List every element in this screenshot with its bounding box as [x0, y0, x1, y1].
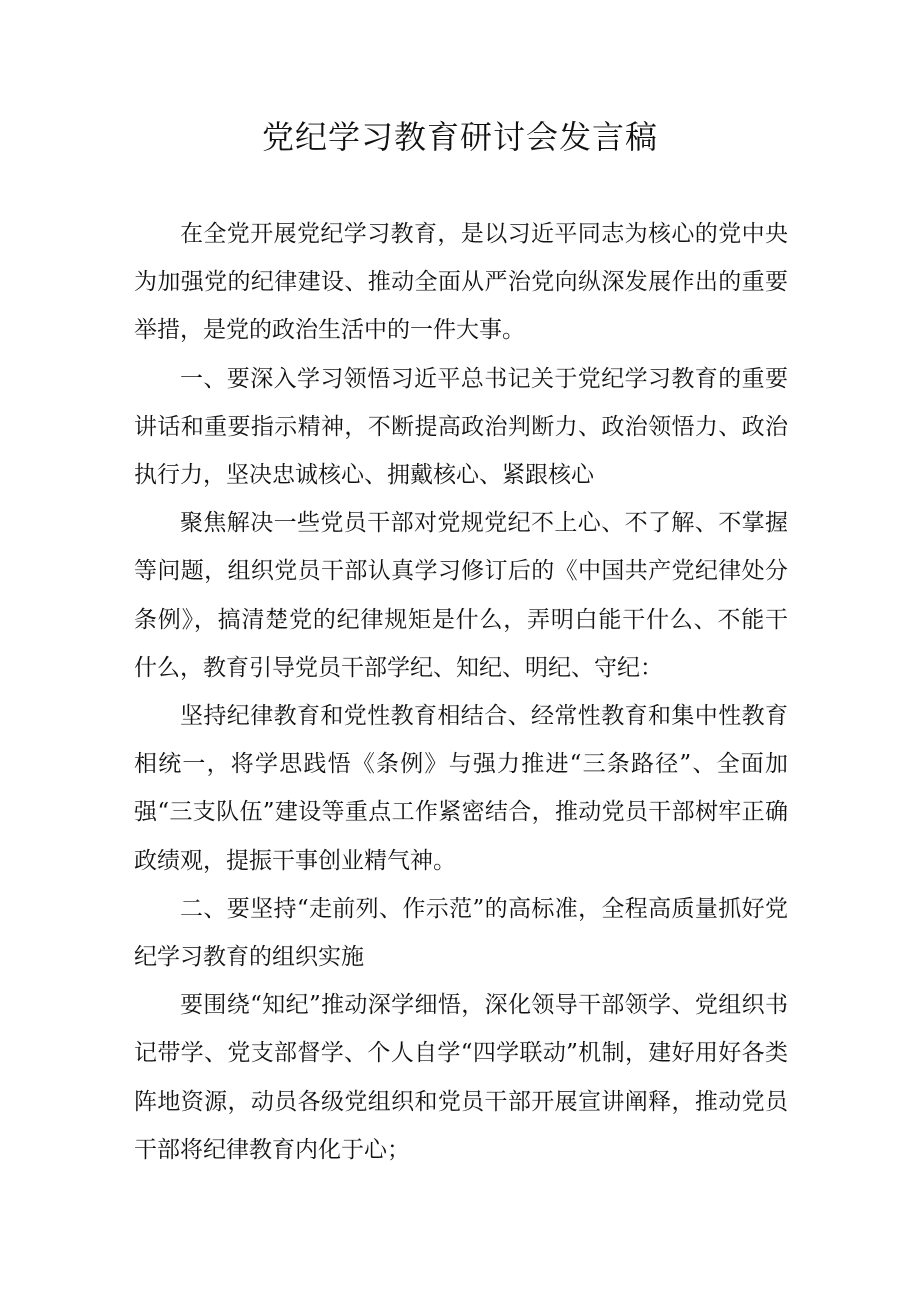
- paragraph-know-discipline: 要围绕“知纪”推动深学细悟，深化领导干部领学、党组织书记带学、党支部督学、个人自学“四学联动”机制，建好用好各类阵地资源，动员各级党组织和党员干部开展宣讲阐释，推动党员干部将纪律教育内化于心；: [134, 992, 788, 1163]
- paragraph-section-two-heading: 二、要坚持“走前列、作示范”的高标准，全程高质量抓好党纪学习教育的组织实施: [134, 895, 788, 971]
- paragraph-combine-education: 坚持纪律教育和党性教育相结合、经常性教育和集中性教育相统一，将学思践悟《条例》与强力推进“三条路径”、全面加强“三支队伍”建设等重点工作紧密结合，推动党员干部树牢正确政绩观，提振干事创业精气神。: [134, 703, 788, 874]
- paragraph-focus-issues: 聚焦解决一些党员干部对党规党纪不上心、不了解、不掌握等问题，组织党员干部认真学习修订后的《中国共产党纪律处分条例》，搞清楚党的纪律规矩是什么，弄明白能干什么、不能干什么，教育引导党员干部学纪、知纪、明纪、守纪：: [134, 510, 788, 681]
- document-body: [134, 210, 788, 1174]
- paragraph-section-one-heading: 一、要深入学习领悟习近平总书记关于党纪学习教育的重要讲话和重要指示精神，不断提高政治判断力、政治领悟力、政治执行力，坚决忠诚核心、拥戴核心、紧跟核心: [134, 365, 788, 489]
- paragraph-intro: 在全党开展党纪学习教育，是以习近平同志为核心的党中央为加强党的纪律建设、推动全面从严治党向纵深发展作出的重要举措，是党的政治生活中的一件大事。: [134, 221, 788, 344]
- document-title: 党纪学习教育研讨会发言稿: [261, 118, 658, 156]
